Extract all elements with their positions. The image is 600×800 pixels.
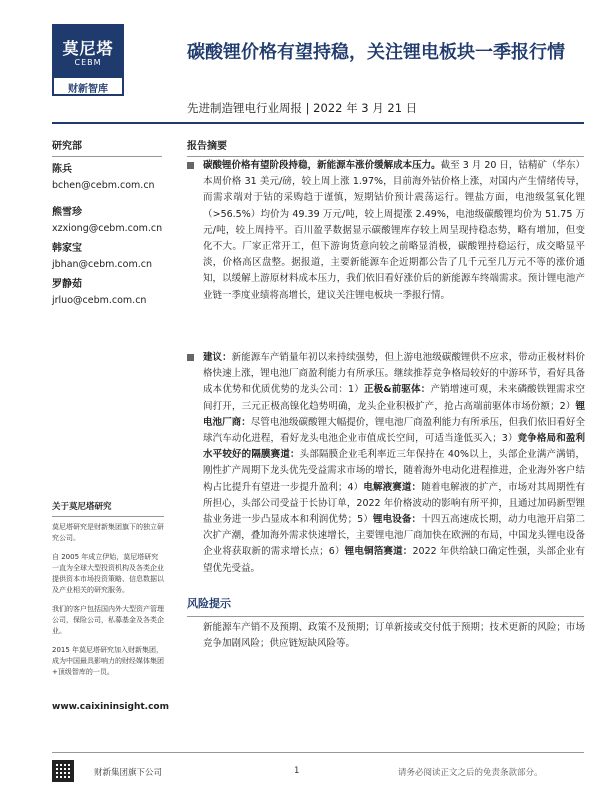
- analyst-name: 熊雪珍: [52, 207, 82, 218]
- segment-label: 锂电铜箔赛道：: [344, 546, 413, 558]
- title-divider: [52, 122, 584, 124]
- analyst-email[interactable]: jbhan@cebm.com.cn: [52, 259, 152, 270]
- paragraph-text: [187, 158, 585, 304]
- analyst-card: [52, 239, 172, 270]
- report-title: 碳酸锂价格有望持稳，关注锂电板块一季报行情: [187, 42, 565, 63]
- paragraph-body: 2022 年供给缺口确定性强，头部企业有望优先受益。: [203, 546, 585, 574]
- square-bullet-icon: [187, 162, 194, 169]
- analyst-email[interactable]: xzxiong@cebm.com.cn: [52, 223, 163, 234]
- about-paragraph: 莫尼塔研究是财新集团旗下的独立研究公司。: [52, 523, 164, 542]
- paragraph-lead: 碳酸锂价格有望阶段持稳，新能源车涨价缓解成本压力。: [203, 160, 441, 171]
- analyst-name: 陈兵: [52, 164, 72, 175]
- about-paragraph: 自 2005 年成立伊始，莫尼塔研究一直为全球大型投资机构及各类企业提供资本市场投资策略、信息数据以及产业相关的研究服务。: [52, 553, 164, 594]
- paragraph-lead: 建议：: [203, 352, 232, 363]
- footer-disclaimer: 请务必阅读正文之后的免责条款部分。: [398, 768, 543, 778]
- paragraph-body: 产销增速可观，未来磷酸铁锂需求空间打开，三元正极高镍化趋势明确，龙头企业积极扩产，抢占高端前驱体市场份额；2）: [203, 384, 585, 412]
- footer-company: 财新集团旗下公司: [94, 768, 163, 778]
- segment-label: 竞争格局和盈利水平较好的隔膜赛道：: [203, 433, 585, 461]
- risk-heading: 风险提示: [187, 595, 584, 617]
- analyst-card: [52, 203, 172, 234]
- paragraph-body: 头部隔膜企业毛利率近三年保持在 40%以上，头部企业满产满销，刚性扩产周期下龙头优先受益需求市场的增长，随着海外电动化进程推进，企业海外客户结构占比提升有望进一步提升盈利；4）: [203, 449, 585, 493]
- segment-label: 锂电设备：: [372, 514, 422, 526]
- segment-label: 锂电池厂商：: [203, 400, 585, 428]
- report-subtitle: 先进制造锂电行业周报 | 2022 年 3 月 21 日: [187, 101, 418, 115]
- paragraph-text: [187, 350, 585, 577]
- page-number: 1: [294, 766, 300, 776]
- brand-logo: [52, 24, 124, 96]
- segment-label: 电解液赛道：: [363, 481, 422, 493]
- analyst-card: [52, 160, 172, 191]
- logo-main-text: 莫尼塔: [62, 39, 114, 58]
- logo-band: [52, 76, 124, 96]
- website-link[interactable]: www.caixininsight.com: [52, 702, 169, 712]
- risk-text: 新能源车产销不及预期、政策不及预期；订单新接或交付低于预期；技术更新的风险；市场竞争加剧风险；供应链短缺风险等。: [203, 622, 585, 649]
- analyst-card: [52, 275, 172, 306]
- paragraph-body: 尽管电池级碳酸锂大幅提价，锂电池厂商盈利能力有所承压，但我们依旧看好全球汽车动化进程，看好龙头电池企业市值成长空间，可适当逢低买入；3）: [203, 416, 585, 445]
- qr-code-icon: [52, 760, 74, 782]
- paragraph-body: 十四五高速成长期，动力电池开启第二次扩产潮，叠加海外需求快速增长，主要锂电池厂商加快在欧洲的布局，中国龙头锂电设备企业将获取新的需求增长点；6）: [203, 514, 585, 558]
- logo-bottom-text: 财新智库: [68, 84, 108, 95]
- segment-label: 正极&前驱体：: [363, 384, 431, 396]
- about-heading: 关于莫尼塔研究: [52, 500, 164, 517]
- summary-heading: 报告摘要: [187, 137, 584, 157]
- analyst-name: 韩家宝: [52, 243, 82, 254]
- analyst-email[interactable]: bchen@cebm.com.cn: [52, 180, 155, 191]
- about-section: [52, 500, 164, 686]
- summary-paragraph-recommendation: [187, 350, 585, 577]
- research-dept-heading: 研究部: [52, 137, 162, 157]
- about-paragraph: 我们的客户包括国内外大型资产管理公司，保险公司，私募基金及各类企业。: [52, 605, 164, 635]
- logo-sub-text: CEBM: [74, 58, 102, 67]
- square-bullet-icon: [187, 354, 194, 361]
- analyst-name: 罗静茹: [52, 279, 82, 290]
- footer-divider: [52, 752, 584, 753]
- paragraph-body: 新能源车产销量年初以来持续强势，但上游电池级碳酸锂供不应求，带动正极材料价格快速上涨，锂电池厂商盈利能力有所承压。继续推荐竞争格局较好的中游环节，看好具备成本优势和优质优势的龙头公司：1）: [203, 352, 585, 396]
- paragraph-body: 截至 3 月 20 日，钴精矿（华东）本周价格 31 美元/磅，较上周上涨 1.97%，目前海外钴价格上涨，对国内产生情绪传导，而需求端对于钴的采购趋于谨慎，短期钴价预计震荡运行。锂盐方面，电池级氢氧化锂（>56.5%）均价为 49.39 万元/吨，较上周提涨 2.49%，电池级碳酸锂均价为 51.75 万元/吨，较上周持平。百川盈孚数据显示碳酸锂库存较上周呈现持稳态势，略有增加，但变化不大。厂家正常开工，但下游询货意向较之前略显消极，碳酸锂持稳运行，成交略显平淡，价格高区盘整。据报道，主要新能源车企近期都公告了几千元至几万元不等的涨价通知，以缓解上游原材料成本压力，我们依旧看好涨价后的新能源车终端需求。预计锂电池产业链一季度业绩将高增长，建议关注锂电板块一季报行情。: [203, 160, 585, 301]
- summary-paragraph-price: [187, 158, 585, 304]
- about-paragraph: 2015 年莫尼塔研究加入财新集团，成为中国最具影响力的财经媒体集团+顶级智库的一员。: [52, 646, 164, 676]
- paragraph-body: 随着电解液的扩产，市场对其周期性有所担心，头部公司受益于长协订单，2022 年价格波动的影响有所平抑，且通过加码新型锂盐业务进一步凸显成本和利润优势；5）: [203, 481, 585, 526]
- analyst-email[interactable]: jrluo@cebm.com.cn: [52, 295, 147, 306]
